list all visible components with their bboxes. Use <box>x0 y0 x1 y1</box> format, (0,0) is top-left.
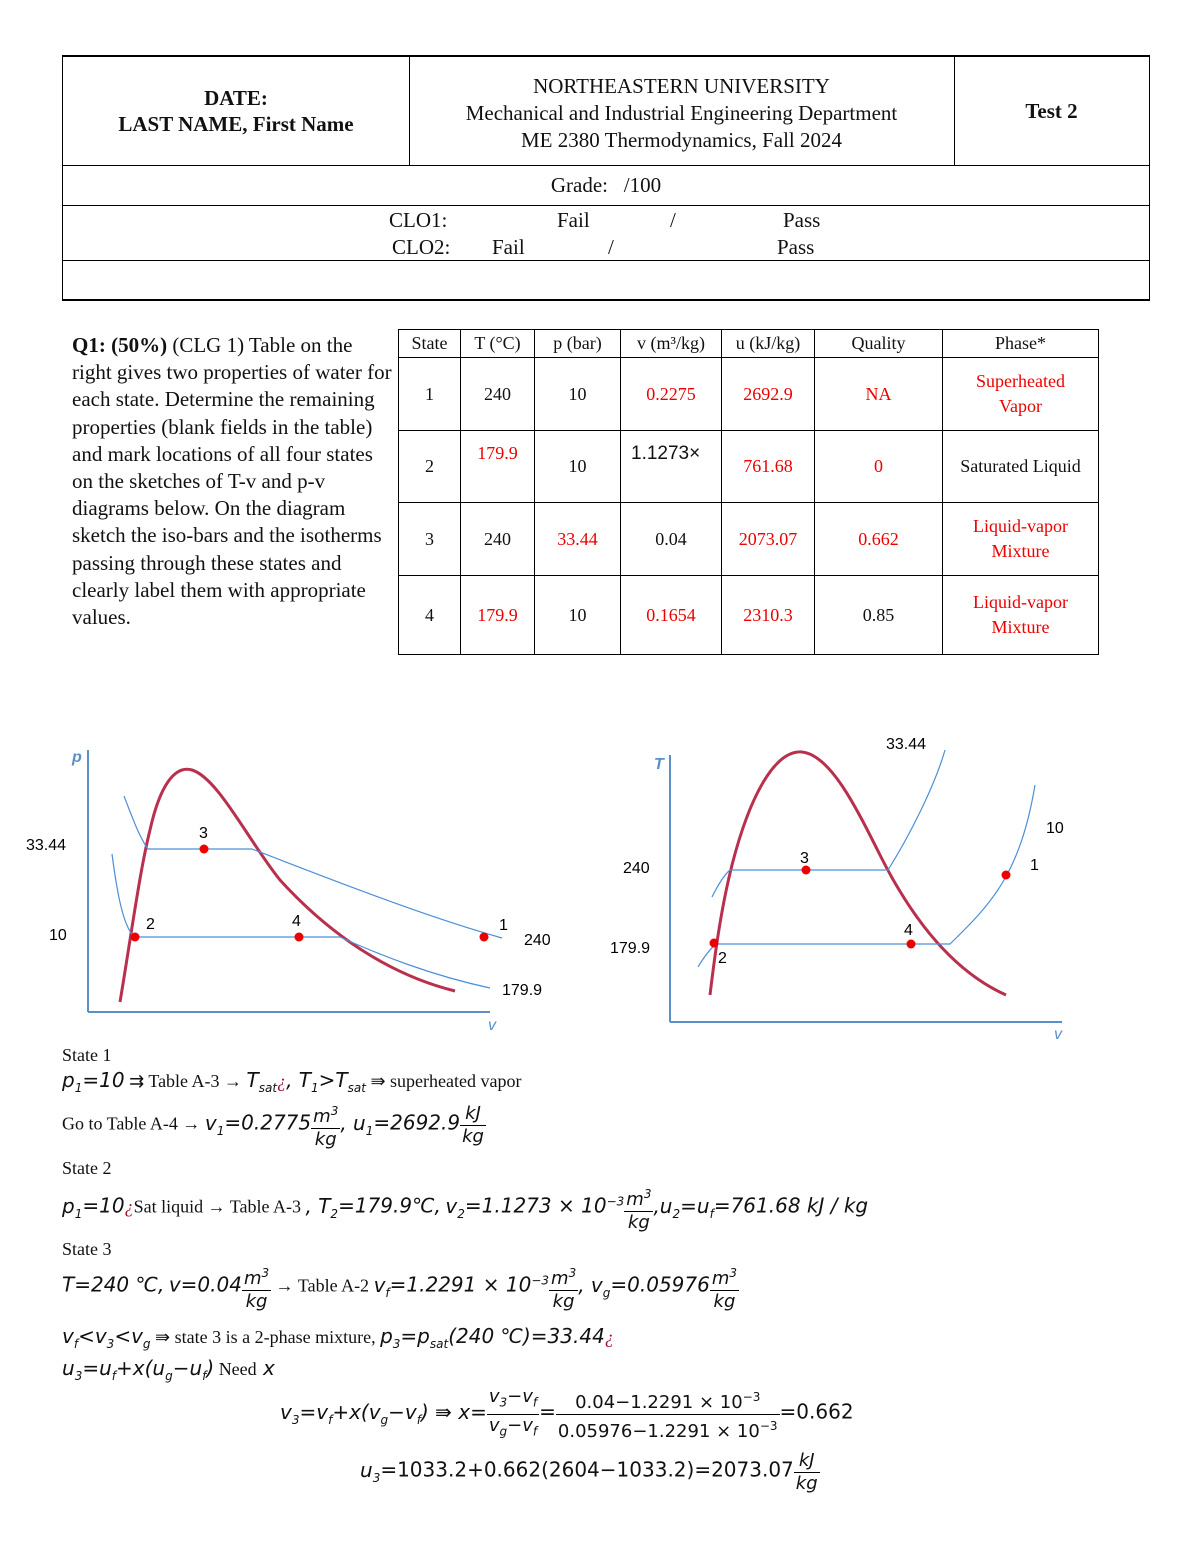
test-label: Test 2 <box>1025 99 1078 123</box>
cell-volume: 0.04 <box>621 503 722 576</box>
tv-state-2-label: 2 <box>718 950 727 967</box>
tv-state-3-label: 3 <box>800 850 809 867</box>
tv-axis-t-label: T <box>654 756 664 773</box>
s2-v-value: =1.1273 × 10 <box>464 1193 607 1218</box>
student-info <box>63 85 409 137</box>
pv-state-3-label: 3 <box>199 825 208 842</box>
s3-v-value: =0.04 <box>180 1272 242 1297</box>
tv-isobar-low-label: 10 <box>1046 820 1064 837</box>
cell-state: 2 <box>399 431 461 503</box>
pv-pressure-high-label: 33.44 <box>26 837 67 854</box>
col-header-volume: v (m³/kg) <box>621 330 722 358</box>
s1-u-value: =2692.9 <box>373 1110 461 1135</box>
university-name: NORTHEASTERN UNIVERSITY <box>533 74 830 98</box>
pv-state-4-label: 4 <box>292 913 301 930</box>
cell-volume: 1.1273× <box>621 431 722 503</box>
cell-pressure: 10 <box>535 431 621 503</box>
col-header-pressure: p (bar) <box>535 330 621 358</box>
pv-state-3-point <box>200 845 209 854</box>
pv-pressure-low-label: 10 <box>49 927 67 944</box>
s1-phase: superheated vapor <box>390 1071 522 1091</box>
cell-phase: Saturated Liquid <box>943 431 1099 503</box>
table-header-row <box>399 330 1099 358</box>
cell-temperature: 179.9 <box>461 431 535 503</box>
cell-quality: 0.662 <box>815 503 943 576</box>
col-header-energy: u (kJ/kg) <box>722 330 815 358</box>
clo2-label: CLO2: <box>392 235 451 259</box>
cell-quality: 0.85 <box>815 576 943 655</box>
property-table <box>398 329 1099 655</box>
table-row <box>399 503 1099 576</box>
tv-state-2-point <box>710 939 719 948</box>
cell-energy: 2310.3 <box>722 576 815 655</box>
state1-line2: Go to Table $A-4 \to v_1=0.2775$ $\frac{m^3}{kg}$ , $u_1=2692.9$ $\frac{kJ}{kg}$ <box>62 1100 486 1151</box>
tv-state-4-label: 4 <box>904 922 913 939</box>
quality-equation: $v_3=v_f+x(v_g-v_f)$ ⇛ x= $\frac{v_3-v_f}{v_g-v_f}$ = $\frac{0.04-1.2291 \times 10^{-3}}{0.05976-1.2291 \times 10^{-3}}$ =0.662 <box>280 1386 854 1442</box>
tv-state-1-point <box>1002 871 1011 880</box>
cell-state: 3 <box>399 503 461 576</box>
cell-energy: 761.68 <box>722 431 815 503</box>
s3-t-value: =240 ℃, <box>74 1272 165 1297</box>
pv-diagram <box>0 730 580 1040</box>
clo1-fail: Fail <box>557 208 590 232</box>
pv-state-1-point <box>480 933 489 942</box>
name-label: LAST NAME, First Name <box>118 112 354 136</box>
s1-table-ref: Table A-3 <box>148 1071 220 1091</box>
pv-isotherm-high-label: 240 <box>524 932 551 949</box>
s3-need-text: Need <box>218 1359 257 1379</box>
table-row <box>399 431 1099 503</box>
col-header-temperature: T (°C) <box>461 330 535 358</box>
cell-state: 4 <box>399 576 461 655</box>
col-header-quality: Quality <box>815 330 943 358</box>
department-name: Mechanical and Industrial Engineering Department <box>465 101 898 125</box>
cell-state: 1 <box>399 358 461 431</box>
cell-quality: NA <box>815 358 943 431</box>
s3-psat-value: (240 ℃)=33.44 <box>448 1324 605 1348</box>
cell-quality: 0 <box>815 431 943 503</box>
state3-title: State 3 <box>62 1239 112 1259</box>
s2-u-value: =761.68 kJ / kg <box>713 1193 869 1218</box>
s3-vf-value: =1.2291 × 10 <box>389 1272 532 1297</box>
state3-line3: $u_3=u_f+x(u_g-u_f)$ Need x <box>62 1356 275 1383</box>
header-box <box>62 55 1150 301</box>
tv-temperature-low-label: 179.9 <box>610 940 651 957</box>
tv-state-1-label: 1 <box>1030 857 1039 874</box>
date-label: DATE: <box>204 86 268 110</box>
cell-pressure: 10 <box>535 576 621 655</box>
s3-vg-value: =0.05976 <box>610 1272 710 1297</box>
cell-phase: Liquid-vapor Mixture <box>943 503 1099 576</box>
cell-energy: 2073.07 <box>722 503 815 576</box>
clo1-slash: / <box>670 208 676 232</box>
clo1-label: CLO1: <box>389 208 448 232</box>
cell-temperature: 240 <box>461 358 535 431</box>
state1-title: State 1 <box>62 1045 112 1065</box>
pv-axis-p-label: p <box>72 749 82 766</box>
tv-diagram <box>590 725 1200 1045</box>
state2-line: $p_1=10¿Sat$ liquid → Table A-3 , $T_2=179.9℃$, $v_2=1.1273 \times 10^{-3}$ $\frac{m^3}{kg}$ $,u_2=u_f=761.68$ kJ / kg <box>62 1183 868 1234</box>
cell-volume: 0.1654 <box>621 576 722 655</box>
cell-phase: Superheated Vapor <box>943 358 1099 431</box>
s2-t-value: =179.9℃, <box>338 1193 441 1218</box>
s3-table-ref: Table A-2 <box>297 1275 370 1296</box>
grade-line: Grade: /100 <box>550 173 662 197</box>
s2-p-value: =10 <box>82 1193 125 1218</box>
table-row <box>399 358 1099 431</box>
cell-phase: Liquid-vapor Mixture <box>943 576 1099 655</box>
cell-energy: 2692.9 <box>722 358 815 431</box>
pv-state-4-point <box>295 933 304 942</box>
cell-pressure: 33.44 <box>535 503 621 576</box>
s2-sat-liquid: Sat liquid <box>133 1196 204 1217</box>
table-row <box>399 576 1099 655</box>
pv-state-1-label: 1 <box>499 917 508 934</box>
tv-isobar-high-label: 33.44 <box>886 736 927 753</box>
course-info <box>409 73 954 154</box>
clo2-slash: / <box>608 235 614 259</box>
pv-saturation-dome <box>120 769 455 1002</box>
pv-isotherm-high <box>124 796 502 938</box>
s1-goto: Go to Table A-4 <box>62 1113 178 1134</box>
s1-eq-value: =10 <box>82 1068 125 1092</box>
s3-mixture-text: state 3 is a 2-phase mixture, <box>174 1327 376 1347</box>
s1-v-value: =0.2775 <box>224 1110 312 1135</box>
u3-expression: =1033.2+0.662(2604−1033.2)=2073.07 <box>380 1457 794 1482</box>
course-name: ME 2380 Thermodynamics, Fall 2024 <box>521 128 842 152</box>
cell-temperature: 240 <box>461 503 535 576</box>
x-denominator: 0.05976−1.2291 × 10 <box>557 1421 760 1442</box>
question-label: Q1: (50%) <box>72 333 168 357</box>
state3-line1: T=240 ℃, v=0.04 $\frac{m^3}{kg}$ → Table A-2 $v_f=1.2291 \times 10^{-3}$ $\frac{m^3}{kg}$ , $v_g=0.05976$ $\frac{m^3}{kg}$ <box>62 1262 739 1313</box>
pv-state-2-label: 2 <box>146 916 155 933</box>
cell-pressure: 10 <box>535 358 621 431</box>
clo2-fail: Fail <box>492 235 525 259</box>
col-header-phase: Phase* <box>943 330 1099 358</box>
pv-axis-v-label: v <box>488 1017 496 1034</box>
pv-state-2-point <box>131 933 140 942</box>
clo1-pass: Pass <box>783 208 821 232</box>
s2-table-ref: Table A-3 <box>229 1196 301 1217</box>
question-body: (CLG 1) Table on the right gives two properties of water for each state. Determine the remaining properties (blank fields in the table) and mark locations of all four states on the sketches of T-v and p-v diagrams below. On the diagram sketch the iso-bars and the isotherms passing through these states and clearly label them with appropriate values. <box>72 333 392 630</box>
cell-temperature: 179.9 <box>461 576 535 655</box>
tv-saturation-dome <box>710 752 1006 995</box>
tv-axis-v-label: v <box>1054 1026 1062 1043</box>
tv-state-4-point <box>907 940 916 949</box>
col-header-state: State <box>399 330 461 358</box>
x-numerator: 0.04−1.2291 × 10 <box>575 1392 743 1413</box>
state1-line1: $p_1=10$ ⇉ Table $A-3 \to T_{sat}¿$, $T_1>T_{sat}$ ⇛ superheated vapor <box>62 1068 522 1095</box>
tv-temperature-high-label: 240 <box>623 860 650 877</box>
question-text <box>72 332 397 631</box>
u3-equation: $u_3=1033.2+0.662(2604-1033.2)=2073.07$ $\frac{kJ}{kg}$ <box>360 1450 818 1494</box>
pv-isotherm-low <box>112 854 490 988</box>
state3-line2: $v_f<v_3<v_g$ ⇛ state 3 is a 2-phase mixture, $p_3=p_{sat}(240$ ℃)=33.44¿ <box>62 1324 614 1351</box>
clo2-pass: Pass <box>777 235 815 259</box>
cell-volume: 0.2275 <box>621 358 722 431</box>
x-result: =0.662 <box>779 1399 854 1424</box>
pv-isotherm-low-label: 179.9 <box>502 982 543 999</box>
tv-isobar-high <box>712 750 945 897</box>
state2-title: State 2 <box>62 1158 112 1178</box>
